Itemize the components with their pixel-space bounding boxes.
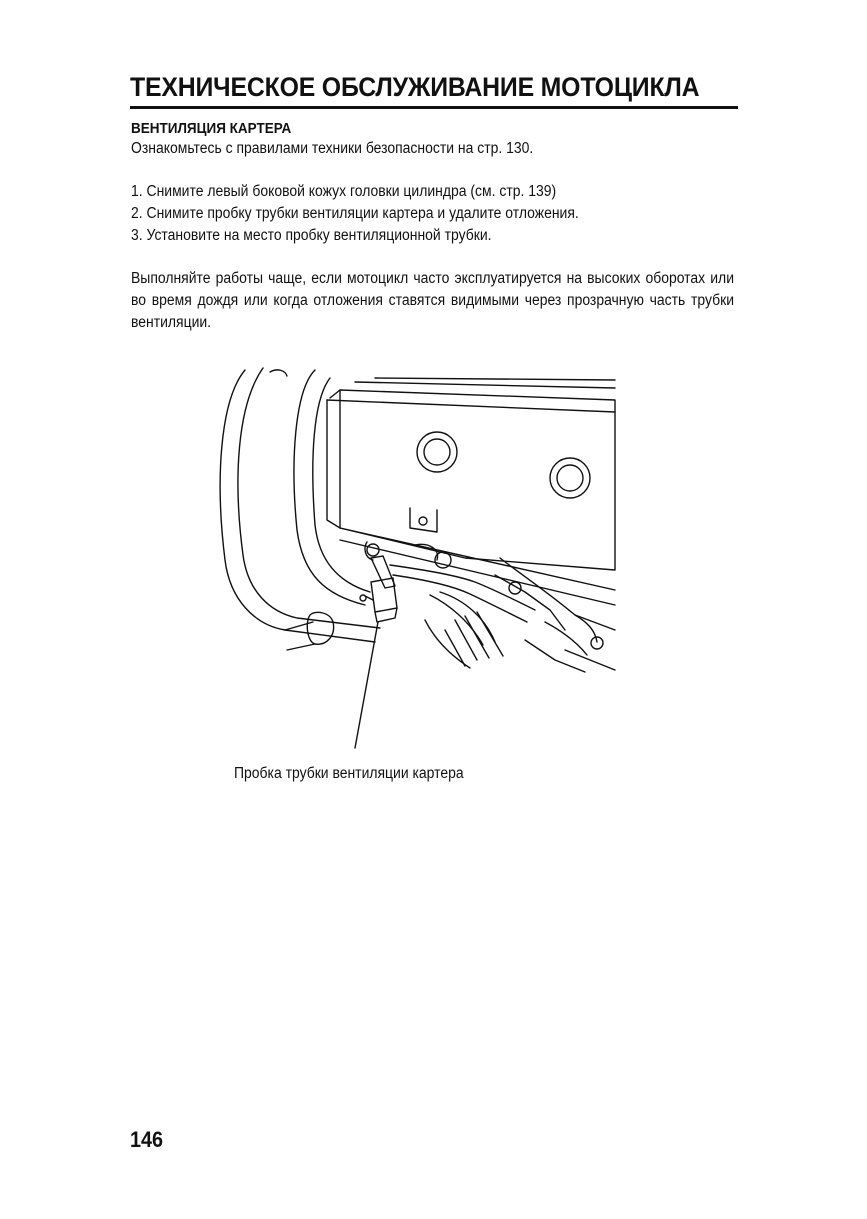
title-divider: [130, 106, 738, 109]
step-item: 1. Снимите левый боковой кожух головки цилиндра (см. стр. 139): [131, 183, 557, 200]
section-heading: ВЕНТИЛЯЦИЯ КАРТЕРА: [131, 120, 292, 137]
figure-caption: Пробка трубки вентиляции картера: [234, 765, 464, 782]
page-number: 146: [130, 1127, 164, 1152]
step-item: 3. Установите на место пробку вентиляционной трубки.: [131, 227, 492, 244]
step-item: 2. Снимите пробку трубки вентиляции картера и удалите отложения.: [131, 205, 579, 222]
maintenance-paragraph: Выполняйте работы чаще, если мотоцикл часто эксплуатируется на высоких оборотах или во время дождя или когда отложения ставятся видимыми через прозрачную часть трубки вентиляции.: [131, 270, 734, 331]
engine-illustration: [215, 360, 635, 760]
safety-note: Ознакомьтесь с правилами техники безопасности на стр. 130.: [131, 140, 534, 157]
page-title: ТЕХНИЧЕСКОЕ ОБСЛУЖИВАНИЕ МОТОЦИКЛА: [130, 72, 700, 102]
